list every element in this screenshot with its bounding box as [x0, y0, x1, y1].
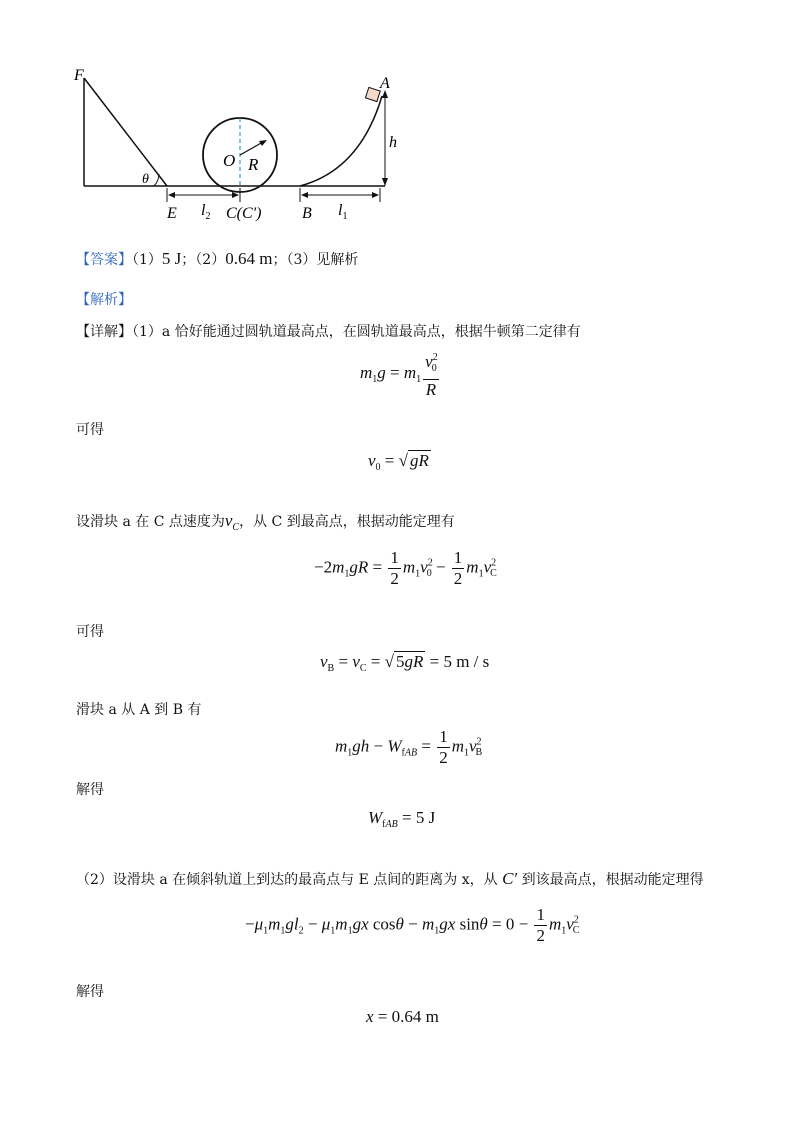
label-b: B — [302, 205, 312, 222]
label-l1: $l_1$ — [338, 202, 348, 222]
label-theta: θ — [142, 172, 149, 187]
label-c: C(C') — [226, 205, 262, 222]
result-x: 0.64 m — [391, 1007, 439, 1026]
answer-value-1: 5 J — [161, 249, 182, 268]
result-w: 5 J — [415, 808, 436, 827]
incline-slope — [84, 78, 167, 186]
text-set-vc: 设滑块 a 在 C 点速度为$v_C$，从 C 到最高点，根据动能定理有 — [76, 511, 455, 533]
answer-line: 【答案】（1）5 J；（2）0.64 m；（3）见解析 — [76, 249, 359, 268]
physics-diagram — [60, 60, 420, 230]
answer-value-2: 0.64 m — [225, 249, 273, 268]
text-ke-2: 可得 — [76, 624, 104, 640]
label-a: A — [380, 75, 390, 92]
equation-3: $-2m_1gR$ = $\frac{1}{2}$ $m_1v^2_0$ − $\frac{1}{2}$ $m_1v^2_C$ — [314, 548, 497, 588]
radius-arrow — [240, 142, 263, 155]
label-l2: $l_2$ — [201, 202, 211, 222]
label-f: F — [74, 67, 84, 84]
equation-1: $m_1g = m_1$ $\frac{v^2_0}{R}$ — [360, 348, 441, 400]
radius-arrowhead — [259, 140, 267, 146]
label-o: O — [223, 151, 236, 170]
text-a-to-b: 滑块 a 从 A 到 B 有 — [76, 702, 202, 718]
h-arrowhead-bottom — [382, 178, 388, 186]
equation-2: $v_0$ = √ gR — [368, 451, 429, 473]
label-e: E — [167, 205, 177, 222]
answer-tag: 【答案】 — [76, 252, 132, 268]
label-r: R — [248, 155, 259, 174]
equation-7: $-\mu_1m_1gl_2 - \mu_1m_1gx$ $\cos\theta - m_1gx$ sinθ = 0 − $\frac{1}{2}$ $m_1v^2_C$ — [245, 905, 580, 945]
equation-6: $W_{fAB} = 5$ J — [368, 808, 436, 830]
text-jie-1: 解得 — [76, 782, 104, 798]
analysis-tag: 【解析】 — [76, 292, 132, 308]
block-a — [365, 87, 380, 101]
result-vb: 5 m / s — [443, 652, 490, 671]
detail-line: 【详解】（1）a 恰好能通过圆轨道最高点，在圆轨道最高点，根据牛顿第二定律有 — [76, 324, 581, 340]
equation-8: x = 0.64 m — [366, 1007, 439, 1026]
equation-4: $v_B = v_C$ = √ 5gR = 5 m / s — [320, 652, 490, 674]
text-ke-1: 可得 — [76, 422, 104, 438]
text-jie-2: 解得 — [76, 984, 104, 1000]
detail-tag: 【详解】 — [76, 324, 132, 340]
label-h: h — [389, 134, 397, 151]
curved-track — [300, 96, 382, 186]
equation-5: $m_1gh - W_{fAB}$ = $\frac{1}{2}$ $m_1v^2_B$ — [335, 727, 483, 767]
text-part-2: （2）设滑块 a 在倾斜轨道上到达的最高点与 E 点间的距离为 x，从 C′ 到该最高点，根据动能定理得 — [76, 869, 704, 888]
